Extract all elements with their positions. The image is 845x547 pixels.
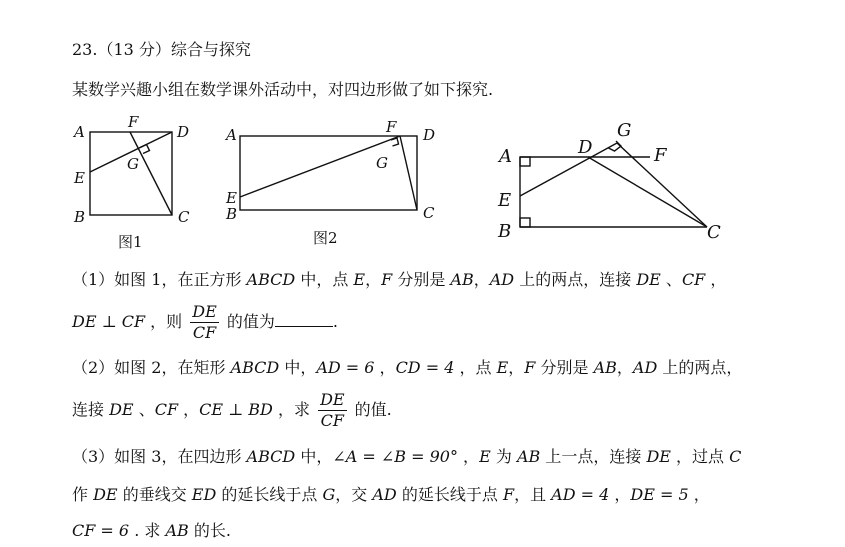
part3-math: G [322, 485, 336, 504]
answer-blank[interactable] [275, 312, 333, 327]
fraction-numerator: DE [192, 302, 217, 321]
part3-text: 的延长线于点 [216, 485, 323, 504]
fig1-label-f: F [128, 113, 139, 131]
part2-text: ，求 [272, 400, 316, 419]
part3-math: F [502, 485, 515, 504]
part1-text: ，则 [145, 312, 188, 331]
fraction-denominator: CF [320, 411, 344, 430]
fig3-label-c: C [707, 222, 721, 243]
fig2-label-c: C [423, 204, 435, 222]
fig1-label-b: B [74, 208, 86, 226]
part3-math: ED [191, 485, 217, 504]
part2-math: CD = 4 [395, 358, 455, 377]
part1-text: 上的两点，连接 [514, 270, 637, 289]
question-title: 23.（13 分）综合与探究 [72, 40, 251, 59]
part1-text: . [332, 312, 338, 331]
part3-math: E [479, 447, 491, 466]
part2-text: 中， [279, 358, 317, 377]
part2-math: E [496, 358, 509, 377]
part2-text: 上的两点， [657, 358, 743, 377]
fig3-label-a: A [499, 146, 512, 167]
part2-text: ， [508, 358, 525, 377]
fraction-numerator: DE [320, 390, 345, 409]
part3-text: 作 [72, 485, 94, 504]
part2-math: F [524, 358, 536, 377]
part3-text: . 求 [129, 521, 166, 540]
fig1-label-a: A [74, 123, 85, 141]
fig2-label-d: D [423, 126, 436, 144]
part1-math: AD [489, 270, 515, 289]
part2-math: DE [109, 400, 134, 419]
part2-text: 的值. [349, 400, 392, 419]
part1-text: （1）如图 1，在正方形 [72, 270, 247, 289]
question-intro: 某数学兴趣小组在数学课外活动中，对四边形做了如下探究. [72, 80, 494, 99]
part1-math: E [353, 270, 366, 289]
part3-math: ∠A = ∠B = 90° [332, 447, 458, 466]
fig2-label-f: F [386, 118, 397, 136]
fig1-square [90, 132, 172, 215]
part3-math: CF = 6 [72, 521, 130, 540]
part1-text: ， [365, 270, 382, 289]
fig3-segment-dc [588, 157, 707, 227]
part1-text: 、 [660, 270, 682, 289]
part2-text: ， [374, 358, 396, 377]
part3-text: 的垂线交 [117, 485, 192, 504]
part3-math: AD = 4 [551, 485, 610, 504]
part2-text: ，点 [454, 358, 497, 377]
part3-math: AB [516, 447, 541, 466]
part3-text: ， [457, 447, 480, 466]
fig3-label-g: G [617, 120, 632, 141]
part3-text: 上一点，连接 [540, 447, 647, 466]
part2-line1 [72, 358, 742, 378]
part3-text: ，且 [514, 485, 552, 504]
part2-text: ， [616, 358, 633, 377]
part2-math: AD = 6 [316, 358, 375, 377]
part3-line2 [72, 485, 710, 505]
fig1-label-d: D [177, 123, 190, 141]
part1-math: ABCD [246, 270, 296, 289]
fig2-label-e: E [226, 189, 237, 207]
part2-text: 连接 [72, 400, 110, 419]
part1-text: ， [473, 270, 490, 289]
fig2-caption: 图2 [313, 229, 338, 247]
fig1-label-e: E [74, 169, 85, 187]
part1-text: 的值为 [221, 312, 275, 331]
part2-math: ABCD [230, 358, 280, 377]
part1-text: ， [705, 270, 727, 289]
fig1-caption: 图1 [118, 233, 143, 251]
part2-text: （2）如图 2，在矩形 [72, 358, 231, 377]
figure-1 [90, 132, 172, 215]
fig2-segment-cf [400, 136, 417, 210]
part2-line2 [72, 390, 392, 431]
fig2-label-g: G [376, 154, 388, 172]
fig3-label-e: E [498, 190, 512, 211]
part1-math: AB [450, 270, 474, 289]
part3-math: C [729, 447, 742, 466]
fig1-right-angle-mark [140, 145, 150, 154]
fig3-right-angle-b [520, 218, 530, 227]
part3-text: （3）如图 3，在四边形 [72, 447, 247, 466]
fig3-segment-eg [520, 143, 617, 196]
fig1-label-g: G [127, 155, 139, 173]
part3-math: DE [646, 447, 671, 466]
part3-text: 的延长线于点 [396, 485, 503, 504]
part3-text: ，过点 [670, 447, 730, 466]
fig3-label-d: D [578, 137, 593, 158]
part3-line1 [72, 447, 741, 467]
part3-math: DE [93, 485, 118, 504]
part2-text: 、 [133, 400, 155, 419]
part3-text: ， [609, 485, 631, 504]
fig2-right-angle-mark [391, 138, 399, 146]
part2-math: AB [593, 358, 617, 377]
part3-text: 为 [490, 447, 517, 466]
part3-line3 [72, 521, 231, 541]
figure-3 [520, 141, 707, 227]
part3-math: AB [165, 521, 189, 540]
part3-text: 中， [295, 447, 333, 466]
fig3-label-b: B [498, 221, 512, 242]
part3-math: DE = 5 [630, 485, 689, 504]
part3-text: ， [688, 485, 710, 504]
fig3-right-angle-a [520, 157, 530, 166]
fig1-segment-cf [130, 132, 172, 215]
part1-math: DE [636, 270, 661, 289]
part2-fraction [318, 390, 347, 431]
part3-math: AD [372, 485, 397, 504]
part1-line1 [72, 270, 726, 290]
part3-text: 的长. [188, 521, 231, 540]
part2-text: ， [178, 400, 200, 419]
part3-math: ABCD [246, 447, 296, 466]
part1-fraction [190, 302, 219, 343]
part2-math: CE ⊥ BD [199, 400, 273, 419]
part1-math: F [381, 270, 393, 289]
fig3-label-f: F [654, 145, 667, 166]
fraction-denominator: CF [192, 323, 217, 342]
fig2-label-a: A [226, 126, 237, 144]
figure-2 [240, 136, 417, 210]
part1-math: CF [681, 270, 706, 289]
part3-text: ，交 [335, 485, 373, 504]
part1-line2 [72, 302, 338, 343]
part2-text: 分别是 [535, 358, 594, 377]
fig2-rectangle [240, 136, 417, 210]
part1-math: DE ⊥ CF [72, 312, 146, 331]
fig2-label-b: B [226, 205, 238, 223]
part2-math: CF [154, 400, 179, 419]
fig1-label-c: C [178, 208, 190, 226]
part1-text: 分别是 [392, 270, 451, 289]
part2-math: AD [632, 358, 658, 377]
part1-text: 中，点 [295, 270, 354, 289]
